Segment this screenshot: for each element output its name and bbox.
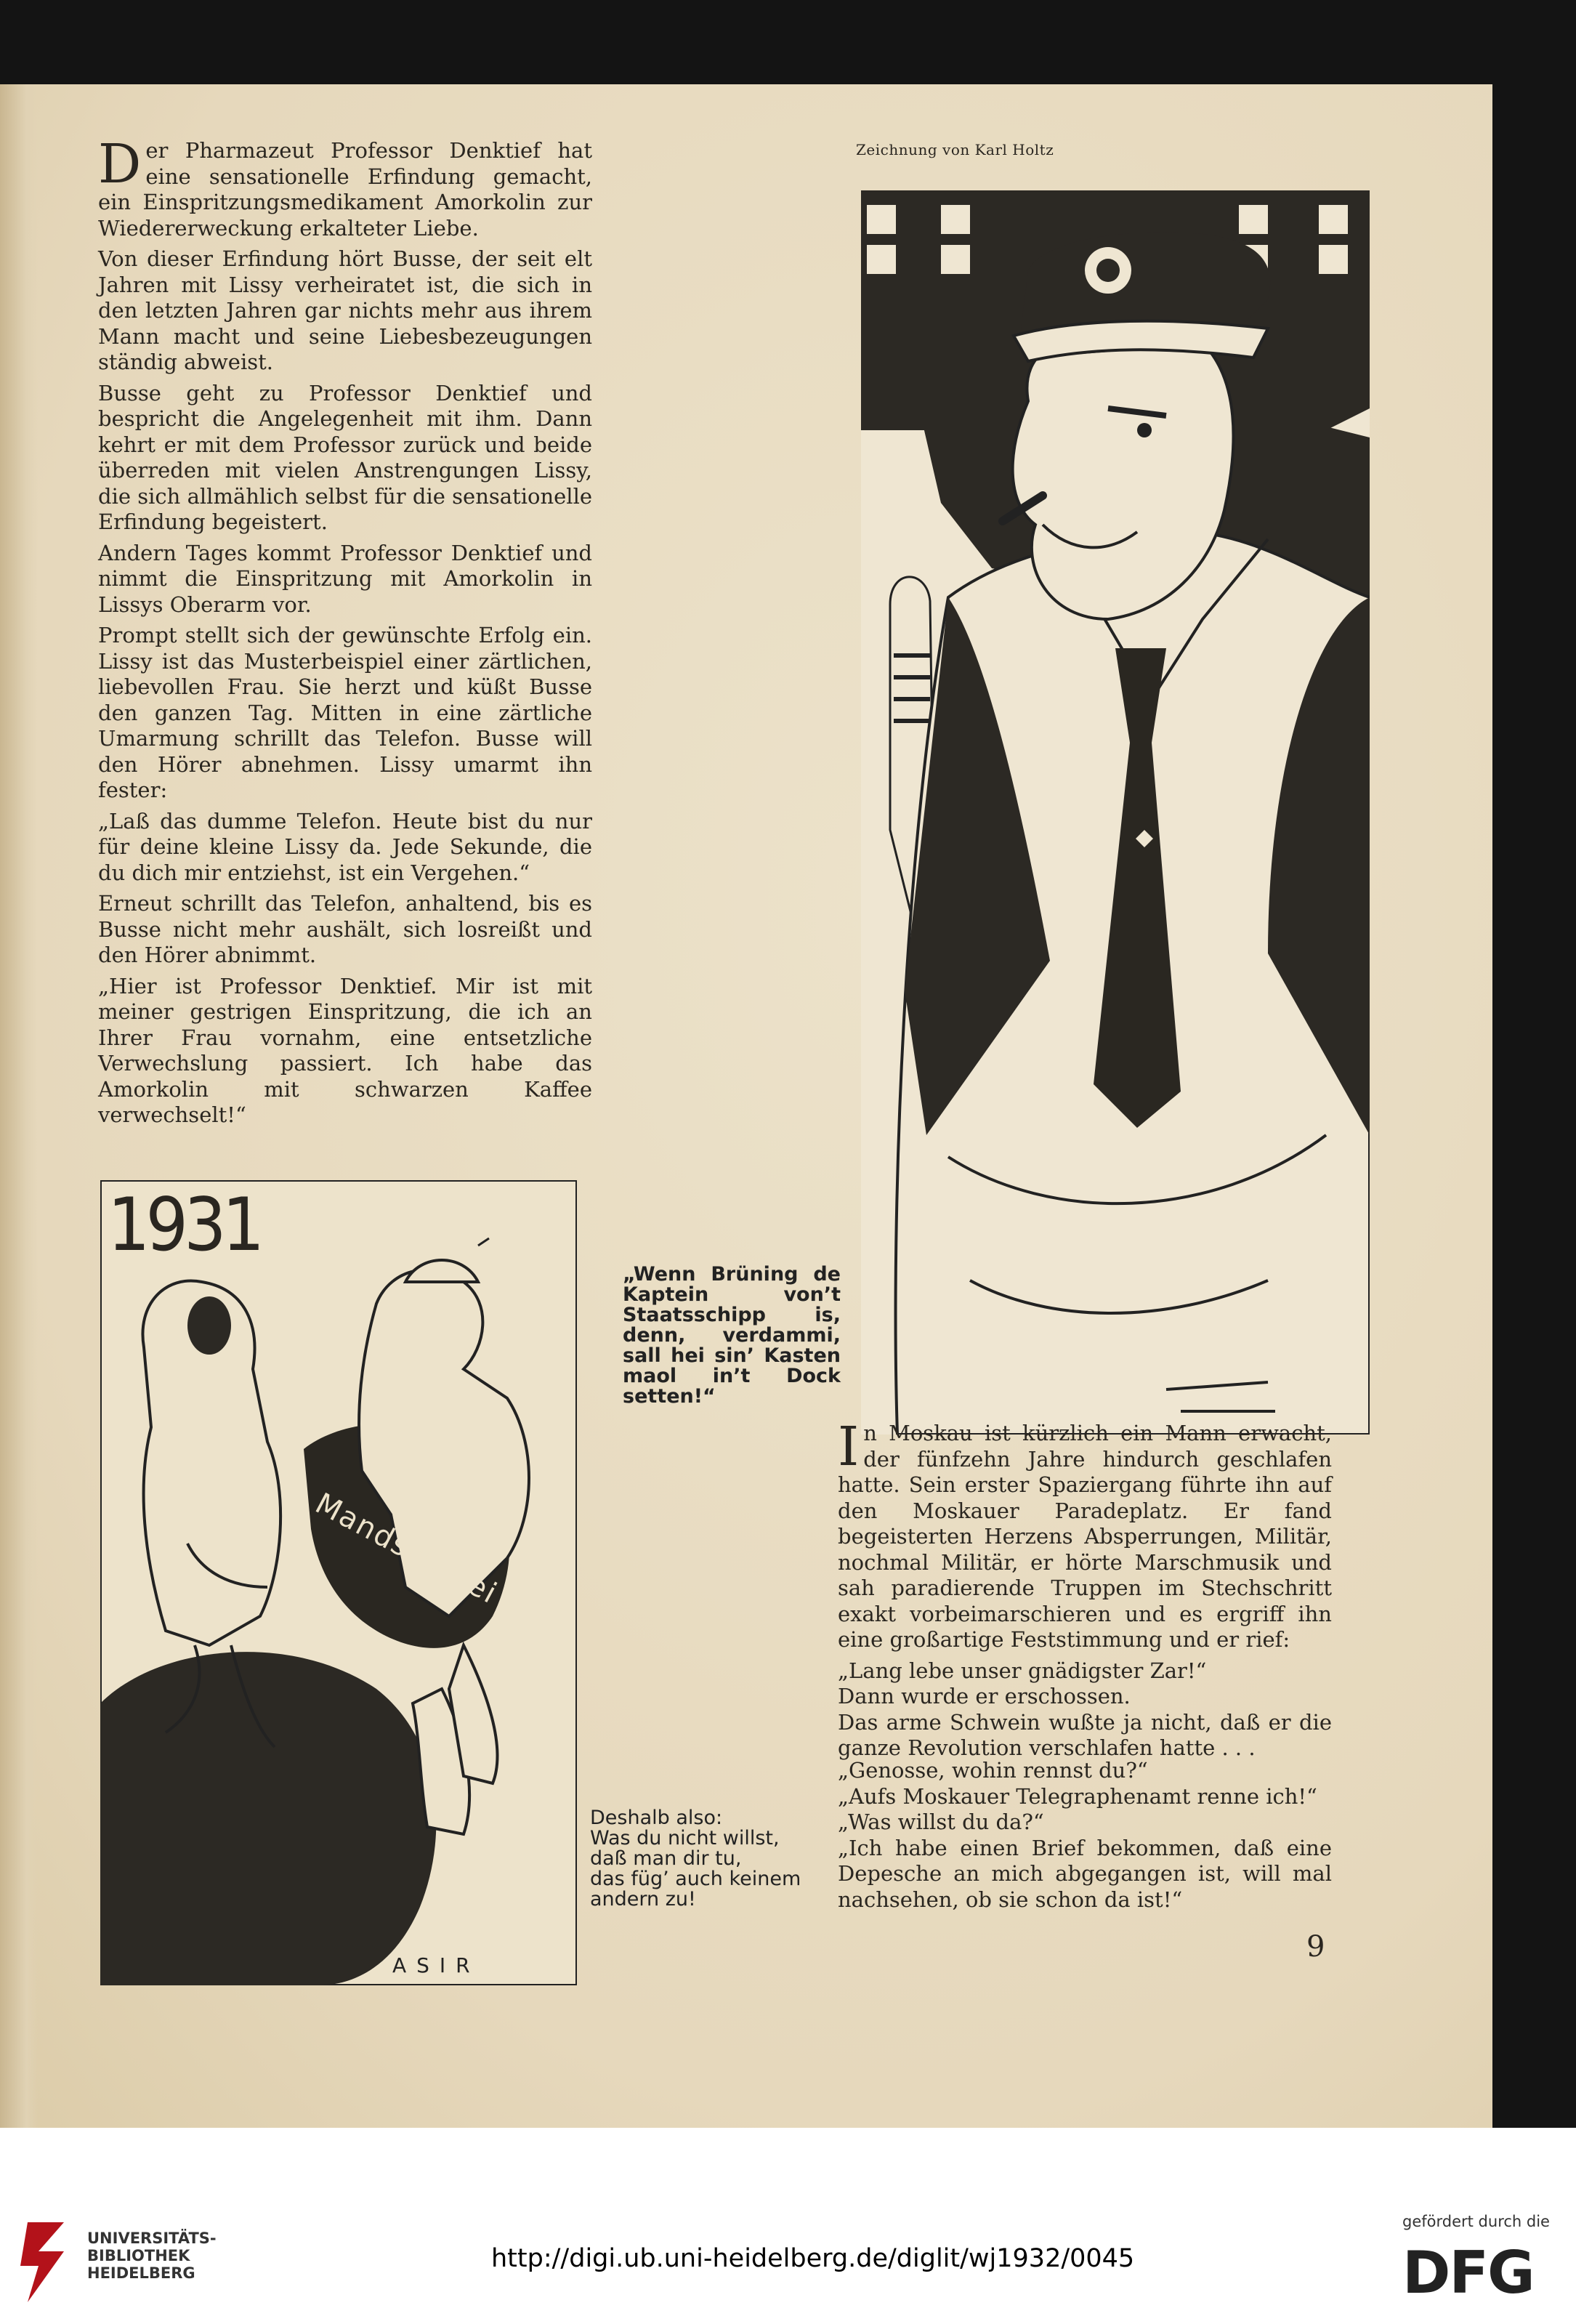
cartoon-caption-deshalb [590,1808,823,1910]
paragraph: Andern Tages kommt Professor Denktief und nimmt die Einspritzung mit Amorkolin in Lissys Oberarm vor. [98,540,592,617]
dropcap: I [838,1416,860,1478]
caption-line: Deshalb also: [590,1807,723,1829]
cartoon-year-label: 1931 [108,1182,261,1268]
page-edge-shadow [0,84,38,2128]
paragraph: Dann wurde er erschossen. [838,1684,1131,1708]
dialog-line: „Was willst du da?“ [838,1809,1044,1834]
captain-illustration [861,190,1370,1435]
drawing-credit: Zeichnung von Karl Holtz [856,141,1054,158]
paragraph: „Laß das dumme Telefon. Heute bist du nur für deine kleine Lissy da. Jede Sekunde, die du dich mir entziehst, ist ein Vergehen.“ [98,808,592,885]
cartoon-1931 [100,1180,577,1985]
caption-line: andern zu! [590,1888,696,1911]
paragraph: Busse geht zu Professor Denktief und bespricht die Angelegenheit mit ihm. Dann kehrt er mit dem Professor zurück und beide überreden mit vielen Anstrengungen Lissy, die sich allmählich selbst für die sensationelle Erfindung begeistert. [98,380,592,534]
paragraph: „Hier ist Professor Denktief. Mir ist mit meiner gestrigen Einspritzung, die ich an Ihrer Frau vornahm, eine entsetzliche Verwechslung passiert. Ich habe das Amorkolin mit schwarzen Kaffee verwechselt!“ [98,973,592,1127]
caption-line: das füg’ auch keinem [590,1868,801,1890]
dialog-line: „Aufs Moskauer Telegraphenamt renne ich!“ [838,1783,1317,1809]
scanned-page [0,84,1492,2128]
funding-note: gefördert durch die [1402,2213,1550,2230]
paragraph: In Moskau ist kürzlich ein Mann erwacht, der fünfzehn Jahre hindurch geschlafen hatte. Sein erster Spaziergang führte ihn auf den Moskauer Paradeplatz. Er fand begeisterten Herzens Absperrungen, Militär, nochmal Militär, er hörte Marschmusik und sah paradierende Truppen im Stechschritt exakt vorbeimarschieren und es ergriff ihn eine großartige Feststimmung und er rief: [838,1416,1332,1652]
dfg-logo[interactable]: DFG [1402,2239,1534,2307]
left-article [98,133,592,1134]
caption-line: daß man dir tu, [590,1847,742,1870]
caption-line: Was du nicht willst, [590,1827,780,1849]
paragraph: Erneut schrillt das Telefon, anhaltend, bis es Busse nicht mehr aushält, sich losreißt und den Hörer abnimmt. [98,891,592,967]
viewer-footer [0,2128,1576,2324]
library-name[interactable]: UNIVERSITÄTS- BIBLIOTHEK HEIDELBERG [87,2230,217,2282]
paragraph: „Lang lebe unser gnädigster Zar!“ [838,1658,1207,1683]
paragraph: Von dieser Erfindung hört Busse, der seit elt Jahren mit Lissy verheiratet ist, die sich in den letzten Jahren gar nichts mehr aus ihrem Mann macht und seine Liebesbezeugungen ständig abweist. [98,246,592,374]
dialog-line: „Ich habe einen Brief bekommen, daß eine Depesche an mich abgegangen ist, will mal nachsehen, ob sie schon da ist!“ [838,1835,1332,1912]
dialog-line: „Genosse, wohin rennst du?“ [838,1758,1148,1783]
university-library-logo-icon [20,2222,78,2302]
paragraph: Der Pharmazeut Professor Denktief hat eine sensationelle Erfindung gemacht, ein Einspritzungsmedikament Amorkolin zur Wiedererweckung erkalteter Liebe. [98,133,592,241]
page-number: 9 [1306,1930,1325,1964]
document-url[interactable]: http://digi.ub.uni-heidelberg.de/diglit/wj1932/0045 [491,2244,1135,2273]
paragraph: Das arme Schwein wußte ja nicht, daß er die ganze Revolution verschlafen hatte . . . [838,1709,1332,1760]
right-article [838,1416,1332,1767]
dropcap: D [98,133,142,195]
cartoon-map-label: Mandschurei [310,1487,504,1611]
cartoon-signature: ASIR [392,1953,480,1977]
cartoon-caption-bruening: „Wenn Brüning de Kaptein von’t Staatsschipp is, denn, verdammi, sall hei sin’ Kasten maol in’t Dock setten!“ [623,1263,841,1408]
paragraph: Prompt stellt sich der gewünschte Erfolg ein. Lissy ist das Musterbeispiel einer zärtlichen, liebevollen Frau. Sie herzt und küßt Busse den ganzen Tag. Mitten in eine zärtliche Umarmung schrillt das Telefon. Busse will den Hörer abnehmen. Lissy umarmt ihn fester: [98,623,592,802]
right-dialog [838,1758,1332,1913]
